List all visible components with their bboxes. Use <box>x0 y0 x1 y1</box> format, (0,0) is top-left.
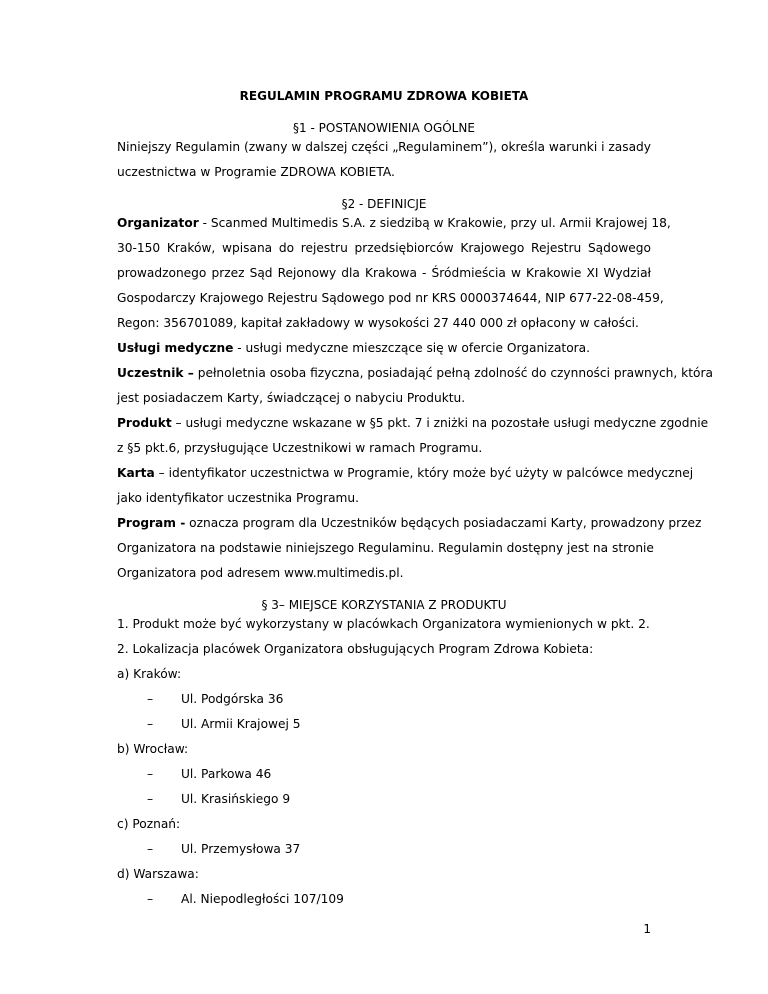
definition-uczestnik-line-2: jest posiadaczem Karty, świadczącej o nabyciu Produktu. <box>117 391 466 405</box>
definition-produkt-line-1 <box>117 416 709 430</box>
address-text: Ul. Armii Krajowej 5 <box>181 717 301 731</box>
definition-karta-line-2: jako identyfikator uczestnika Programu. <box>117 491 360 505</box>
definition-uczestnik-text: pełnoletnia osoba fizyczna, posiadająć pełną zdolność do czynności prawnych, która <box>193 366 713 380</box>
definition-program-line-2: Organizatora na podstawie niniejszego Regulaminu. Regulamin dostępny jest na stronie <box>117 541 654 555</box>
definition-produkt-text: – usługi medyczne wskazane w §5 pkt. 7 i zniżki na pozostałe usługi medyczne zgodnie <box>171 416 709 430</box>
dash-bullet: – <box>147 792 154 806</box>
dash-bullet: – <box>147 767 154 781</box>
definition-uslugi-text: - usługi medyczne mieszczące się w ofercie Organizatora. <box>233 341 591 355</box>
section-1-heading: §1 - POSTANOWIENIA OGÓLNE <box>293 121 475 135</box>
dash-bullet: – <box>147 692 154 706</box>
definition-produkt-line-2: z §5 pkt.6, przysługujące Uczestnikowi w ramach Programu. <box>117 441 483 455</box>
section-3-point-2: 2. Lokalizacja placówek Organizatora obsługujących Program Zdrowa Kobieta: <box>117 642 594 656</box>
city-wroclaw-label: b) Wrocław: <box>117 742 189 756</box>
definition-organizator-line-3: prowadzonego przez Sąd Rejonowy dla Krakowa - Śródmieścia w Krakowie XI Wydział <box>117 266 651 280</box>
definition-produkt-term: Produkt <box>117 416 172 430</box>
section-3-point-1: 1. Produkt może być wykorzystany w placówkach Organizatora wymienionych w pkt. 2. <box>117 617 650 631</box>
definition-karta-line-1 <box>117 466 694 480</box>
definition-organizator-term: Organizator <box>117 216 199 230</box>
definition-organizator-line-5: Regon: 356701089, kapitał zakładowy w wysokości 27 440 000 zł opłacony w całości. <box>117 316 639 330</box>
document-title: REGULAMIN PROGRAMU ZDROWA KOBIETA <box>239 89 529 103</box>
section-1-line-2: uczestnictwa w Programie ZDROWA KOBIETA. <box>117 165 395 179</box>
definition-organizator-text: - Scanmed Multimedis S.A. z siedzibą w Krakowie, przy ul. Armii Krajowej 18, <box>198 216 671 230</box>
definition-organizator-line-1 <box>117 216 671 230</box>
section-2-heading: §2 - DEFINICJE <box>341 197 427 211</box>
section-3-heading: § 3– MIEJSCE KORZYSTANIA Z PRODUKTU <box>261 598 507 612</box>
page-number: 1 <box>643 922 651 936</box>
city-krakow-label: a) Kraków: <box>117 667 182 681</box>
dash-bullet: – <box>147 717 154 731</box>
address-text: Al. Niepodległości 107/109 <box>181 892 344 906</box>
dash-bullet: – <box>147 842 154 856</box>
address-text: Ul. Podgórska 36 <box>181 692 284 706</box>
definition-organizator-line-4: Gospodarczy Krajowego Rejestru Sądowego pod nr KRS 0000374644, NIP 677-22-08-459, <box>117 291 664 305</box>
address-text: Ul. Krasińskiego 9 <box>181 792 291 806</box>
city-poznan-label: c) Poznań: <box>117 817 181 831</box>
definition-program-line-3: Organizatora pod adresem www.multimedis.pl. <box>117 566 404 580</box>
definition-organizator-line-2: 30-150 Kraków, wpisana do rejestru przedsiębiorców Krajowego Rejestru Sądowego <box>117 241 651 255</box>
definition-karta-text: – identyfikator uczestnictwa w Programie, który może być użyty w palcówce medycznej <box>154 466 694 480</box>
address-text: Ul. Przemysłowa 37 <box>181 842 301 856</box>
city-warszawa-label: d) Warszawa: <box>117 867 199 881</box>
definition-program-line-1 <box>117 516 702 530</box>
address-text: Ul. Parkowa 46 <box>181 767 272 781</box>
definition-uczestnik-term: Uczestnik – <box>117 366 194 380</box>
dash-bullet: – <box>147 892 154 906</box>
section-1-line-1: Niniejszy Regulamin (zwany w dalszej części „Regulaminem”), określa warunki i zasady <box>117 140 651 154</box>
definition-uslugi-term: Usługi medyczne <box>117 341 234 355</box>
definition-program-term: Program - <box>117 516 186 530</box>
definition-uslugi-medyczne <box>117 341 651 355</box>
definition-uczestnik-line-1 <box>117 366 713 380</box>
definition-karta-term: Karta <box>117 466 155 480</box>
definition-program-text: oznacza program dla Uczestników będących posiadaczami Karty, prowadzony przez <box>185 516 702 530</box>
